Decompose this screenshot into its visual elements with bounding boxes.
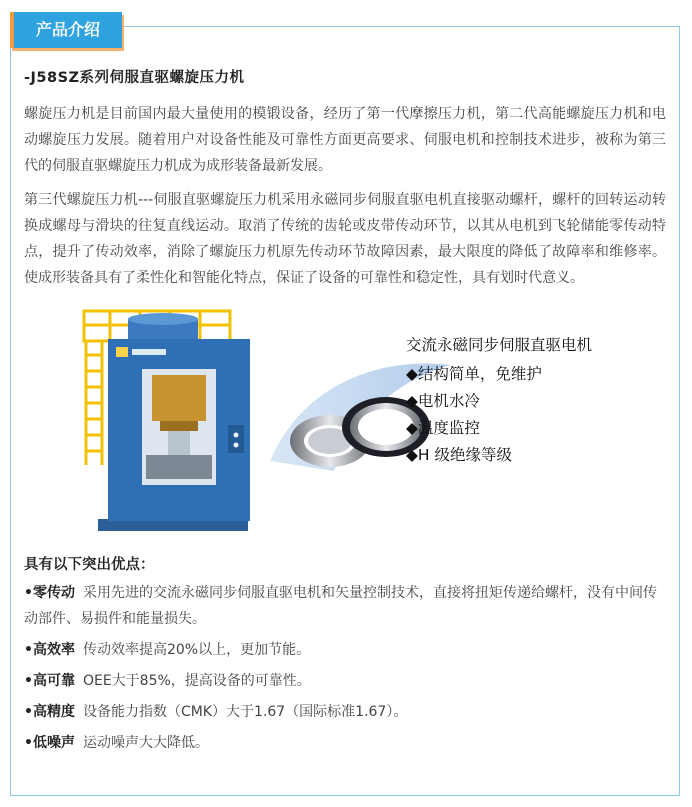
advantage-text: 设备能力指数（CMK）大于1.67（国际标准1.67）。 bbox=[82, 704, 408, 720]
section-tab: 产品介绍 bbox=[10, 12, 122, 48]
advantages-heading: 具有以下突出优点： bbox=[24, 557, 155, 573]
intro-paragraph-1: 螺旋压力机是目前国内最大量使用的模锻设备，经历了第一代摩擦压力机，第二代高能螺旋压力机和电动螺旋压力发展。随着用户对设备性能及可靠性方面更高要求、伺服电机和控制技术进步，被称为第三代的伺服直驱螺旋压力机成为成形装备最新发展。 bbox=[24, 106, 666, 174]
advantage-item bbox=[24, 730, 666, 756]
advantage-text: 运动噪声大大降低。 bbox=[82, 735, 209, 751]
intro-paragraph-2: 第三代螺旋压力机---伺服直驱螺旋压力机采用永磁同步伺服直驱电机直接驱动螺杆，螺杆的回转运动转换成螺母与滑块的往复直线运动。取消了传统的齿轮或皮带传动环节，以其从电机到飞轮储能零传动特点，提升了传动效率，消除了螺旋压力机原先传动环节故障因素，最大限度的降低了故障率和维修率。使成形装备具有了柔性化和智能化特点，保证了设备的可靠性和稳定性，具有划时代意义。 bbox=[24, 192, 666, 286]
product-figure bbox=[80, 305, 636, 535]
motor-spec-box bbox=[406, 333, 636, 469]
advantage-key: •高可靠 bbox=[24, 673, 75, 689]
servo-press-illustration bbox=[80, 305, 260, 535]
motor-feature-1: ◆结构简单，免维护 bbox=[406, 365, 542, 383]
advantage-key: •高效率 bbox=[24, 642, 75, 658]
advantage-text: OEE大于85%，提高设备的可靠性。 bbox=[82, 673, 311, 689]
advantage-item bbox=[24, 699, 666, 725]
advantage-item bbox=[24, 668, 666, 694]
motor-feature-3: ◆温度监控 bbox=[406, 419, 480, 437]
advantage-text: 采用先进的交流永磁同步伺服直驱电机和矢量控制技术，直接将扭矩传递给螺杆，没有中间传动部件、易损件和能量损失。 bbox=[24, 585, 657, 627]
content bbox=[24, 56, 666, 761]
advantage-key: •低噪声 bbox=[24, 735, 75, 751]
advantage-key: •高精度 bbox=[24, 704, 75, 720]
advantage-item bbox=[24, 580, 666, 632]
motor-spec-title: 交流永磁同步伺服直驱电机 bbox=[406, 336, 593, 354]
advantage-text: 传动效率提高20%以上，更加节能。 bbox=[82, 642, 311, 658]
motor-feature-4: ◆H 级绝缘等级 bbox=[406, 446, 513, 464]
advantage-item bbox=[24, 637, 666, 663]
advantage-key: •零传动 bbox=[24, 585, 75, 601]
motor-feature-2: ◆电机水冷 bbox=[406, 392, 480, 410]
product-title: -J58SZ系列伺服直驱螺旋压力机 bbox=[24, 70, 245, 86]
